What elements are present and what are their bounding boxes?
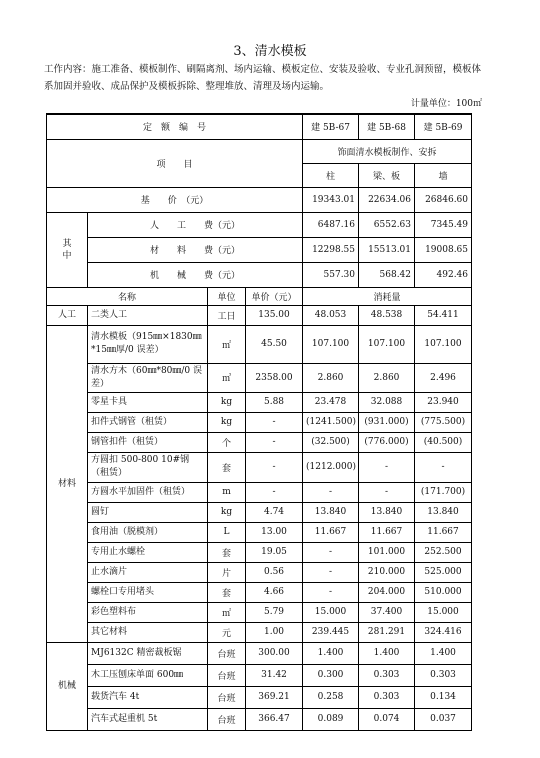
material-price: 13.00 <box>246 522 303 542</box>
material-consumption: - <box>303 542 359 562</box>
subitem-column: 柱 <box>303 163 359 187</box>
item-desc: 饰面清水模板制作、安拆 <box>303 139 472 163</box>
material-consumption: - <box>303 562 359 582</box>
base-price-value: 22634.06 <box>359 187 415 212</box>
material-consumption: 210.000 <box>359 562 415 582</box>
material-unit: 个 <box>208 432 246 452</box>
material-unit: 套 <box>208 582 246 602</box>
machinery-consumption: 0.300 <box>303 664 359 686</box>
machinery-name: MJ6132C 精密裁板锯 <box>88 642 208 664</box>
material-consumption: (171.700) <box>415 482 472 502</box>
material-row <box>47 482 472 502</box>
material-row <box>47 582 472 602</box>
material-consumption: 525.000 <box>415 562 472 582</box>
material-consumption: 2.860 <box>303 363 359 392</box>
material-consumption: (775.500) <box>415 412 472 432</box>
machinery-price: 300.00 <box>246 642 303 664</box>
unit-note: 计量单位：100㎡ <box>410 99 482 109</box>
material-consumption: 15.000 <box>415 602 472 622</box>
material-consumption: (1212.000) <box>303 452 359 482</box>
material-row <box>47 502 472 522</box>
material-row <box>47 602 472 622</box>
material-unit: 元 <box>208 622 246 642</box>
material-consumption: 204.000 <box>359 582 415 602</box>
material-row <box>47 392 472 412</box>
labor-group-label: 人工 <box>47 305 88 325</box>
machinery-price: 369.21 <box>246 686 303 708</box>
machinery-consumption: 0.134 <box>415 686 472 708</box>
of-which-value: 19008.65 <box>415 237 472 262</box>
labor-consumption: 48.053 <box>303 305 359 325</box>
of-which-label: 其中 <box>47 212 88 287</box>
machinery-unit: 台班 <box>208 642 246 664</box>
material-unit: L <box>208 522 246 542</box>
material-row <box>47 522 472 542</box>
machinery-price: 31.42 <box>246 664 303 686</box>
detail-name-header: 名称 <box>47 287 208 305</box>
machinery-consumption: 0.037 <box>415 708 472 730</box>
quota-table <box>46 113 472 731</box>
material-row <box>47 622 472 642</box>
material-price: - <box>246 452 303 482</box>
material-consumption: 107.100 <box>303 325 359 363</box>
material-unit: kg <box>208 502 246 522</box>
material-price: 5.79 <box>246 602 303 622</box>
quota-code-3: 建 5B-69 <box>415 114 472 139</box>
material-consumption: - <box>359 482 415 502</box>
material-consumption: 32.088 <box>359 392 415 412</box>
material-row <box>47 562 472 582</box>
machinery-consumption: 0.089 <box>303 708 359 730</box>
material-name: 钢管扣件（租赁） <box>88 432 208 452</box>
material-consumption: (776.000) <box>359 432 415 452</box>
machinery-unit: 台班 <box>208 664 246 686</box>
material-name: 清水模板（915㎜×1830㎜*15㎜厚/0 误差） <box>88 325 208 363</box>
material-consumption: 107.100 <box>415 325 472 363</box>
of-which-value: 492.46 <box>415 262 472 287</box>
labor-row <box>47 305 472 325</box>
material-price: 0.56 <box>246 562 303 582</box>
of-which-value: 6552.63 <box>359 212 415 237</box>
material-row <box>47 452 472 482</box>
subitem-wall: 墙 <box>415 163 472 187</box>
base-price-row <box>47 187 472 212</box>
work-content: 工作内容：施工准备、模板制作、刷隔离剂、场内运输、模板定位、安装及验收、专业孔洞预留，模板体系加固并验收、成品保护及模板拆除、整理堆放、清理及场内运输。 <box>44 64 482 92</box>
labor-consumption: 54.411 <box>415 305 472 325</box>
material-consumption: 252.500 <box>415 542 472 562</box>
machinery-row <box>47 664 472 686</box>
material-name: 扣件式钢管（租赁） <box>88 412 208 432</box>
material-price: 4.66 <box>246 582 303 602</box>
machinery-price: 366.47 <box>246 708 303 730</box>
item-desc-row <box>47 139 472 163</box>
material-consumption: 281.291 <box>359 622 415 642</box>
machinery-name: 汽车式起重机 5t <box>88 708 208 730</box>
quota-code-2: 建 5B-68 <box>359 114 415 139</box>
material-unit: m <box>208 482 246 502</box>
material-unit: ㎥ <box>208 363 246 392</box>
subitem-beam-slab: 梁、板 <box>359 163 415 187</box>
material-name: 方圆扣 500-800 10#钢（租赁） <box>88 452 208 482</box>
machinery-row <box>47 708 472 730</box>
material-consumption: 11.667 <box>415 522 472 542</box>
material-row <box>47 325 472 363</box>
of-which-row <box>47 237 472 262</box>
material-name: 螺栓口专用堵头 <box>88 582 208 602</box>
material-unit: kg <box>208 392 246 412</box>
of-which-item: 人 工 费（元） <box>88 212 303 237</box>
material-consumption: 239.445 <box>303 622 359 642</box>
material-consumption: 510.000 <box>415 582 472 602</box>
material-consumption: (32.500) <box>303 432 359 452</box>
section-title: 3、清水模板 <box>233 44 307 59</box>
material-consumption: 37.400 <box>359 602 415 622</box>
machinery-unit: 台班 <box>208 686 246 708</box>
machinery-group-label: 机械 <box>47 642 88 730</box>
material-price: 19.05 <box>246 542 303 562</box>
material-consumption: 324.416 <box>415 622 472 642</box>
material-consumption: 13.840 <box>415 502 472 522</box>
machinery-consumption: 0.303 <box>359 686 415 708</box>
of-which-value: 6487.16 <box>303 212 359 237</box>
base-price-label: 基 价 （元） <box>47 187 303 212</box>
material-consumption: 101.000 <box>359 542 415 562</box>
material-unit: ㎡ <box>208 325 246 363</box>
material-name: 圆钉 <box>88 502 208 522</box>
labor-consumption: 48.538 <box>359 305 415 325</box>
material-consumption: 11.667 <box>303 522 359 542</box>
quota-code-row <box>47 114 472 139</box>
material-consumption: 13.840 <box>303 502 359 522</box>
detail-price-header: 单价（元） <box>246 287 303 305</box>
machinery-name: 载货汽车 4t <box>88 686 208 708</box>
detail-header-row <box>47 287 472 305</box>
quota-code-label: 定 额 编 号 <box>47 114 303 139</box>
material-consumption: (40.500) <box>415 432 472 452</box>
machinery-consumption: 1.400 <box>303 642 359 664</box>
machinery-consumption: 0.303 <box>415 664 472 686</box>
material-name: 食用油（脱模剂） <box>88 522 208 542</box>
material-unit: 套 <box>208 542 246 562</box>
of-which-value: 557.30 <box>303 262 359 287</box>
detail-unit-header: 单位 <box>208 287 246 305</box>
material-row <box>47 412 472 432</box>
of-which-item: 机 械 费（元） <box>88 262 303 287</box>
material-consumption: - <box>303 582 359 602</box>
material-consumption: 15.000 <box>303 602 359 622</box>
base-price-value: 26846.60 <box>415 187 472 212</box>
machinery-consumption: 0.074 <box>359 708 415 730</box>
machinery-unit: 台班 <box>208 708 246 730</box>
machinery-consumption: 1.400 <box>415 642 472 664</box>
material-consumption: 2.496 <box>415 363 472 392</box>
of-which-item: 材 料 费（元） <box>88 237 303 262</box>
machinery-row <box>47 686 472 708</box>
material-name: 零星卡具 <box>88 392 208 412</box>
material-price: 5.88 <box>246 392 303 412</box>
material-unit: 套 <box>208 452 246 482</box>
material-consumption: - <box>415 452 472 482</box>
of-which-value: 15513.01 <box>359 237 415 262</box>
machinery-name: 木工压刨床单面 600㎜ <box>88 664 208 686</box>
material-name: 其它材料 <box>88 622 208 642</box>
of-which-value: 12298.55 <box>303 237 359 262</box>
of-which-value: 7345.49 <box>415 212 472 237</box>
material-consumption: (931.000) <box>359 412 415 432</box>
material-price: 1.00 <box>246 622 303 642</box>
material-consumption: - <box>359 452 415 482</box>
detail-consumption-header: 消耗量 <box>303 287 472 305</box>
material-price: - <box>246 432 303 452</box>
material-row <box>47 432 472 452</box>
material-consumption: 11.667 <box>359 522 415 542</box>
machinery-consumption: 1.400 <box>359 642 415 664</box>
material-name: 彩色塑料布 <box>88 602 208 622</box>
machinery-consumption: 0.258 <box>303 686 359 708</box>
machinery-row <box>47 642 472 664</box>
item-label: 项 目 <box>47 139 303 187</box>
labor-name: 二类人工 <box>88 305 208 325</box>
of-which-row <box>47 212 472 237</box>
labor-price: 135.00 <box>246 305 303 325</box>
material-consumption: 2.860 <box>359 363 415 392</box>
of-which-value: 568.42 <box>359 262 415 287</box>
material-price: 45.50 <box>246 325 303 363</box>
material-consumption: - <box>303 482 359 502</box>
labor-unit: 工日 <box>208 305 246 325</box>
material-price: 2358.00 <box>246 363 303 392</box>
material-name: 专用止水螺栓 <box>88 542 208 562</box>
material-consumption: (1241.500) <box>303 412 359 432</box>
material-price: - <box>246 412 303 432</box>
material-consumption: 23.478 <box>303 392 359 412</box>
material-price: - <box>246 482 303 502</box>
material-consumption: 13.840 <box>359 502 415 522</box>
material-name: 止水滴片 <box>88 562 208 582</box>
material-unit: kg <box>208 412 246 432</box>
material-unit: ㎡ <box>208 602 246 622</box>
material-consumption: 23.940 <box>415 392 472 412</box>
quota-code-1: 建 5B-67 <box>303 114 359 139</box>
material-name: 清水方木（60㎜*80㎜/0 误差） <box>88 363 208 392</box>
material-group-label: 材料 <box>47 325 88 642</box>
material-row <box>47 363 472 392</box>
material-price: 4.74 <box>246 502 303 522</box>
machinery-consumption: 0.303 <box>359 664 415 686</box>
material-unit: 片 <box>208 562 246 582</box>
material-row <box>47 542 472 562</box>
base-price-value: 19343.01 <box>303 187 359 212</box>
material-name: 方圆水平加固件（租赁） <box>88 482 208 502</box>
of-which-row <box>47 262 472 287</box>
material-consumption: 107.100 <box>359 325 415 363</box>
